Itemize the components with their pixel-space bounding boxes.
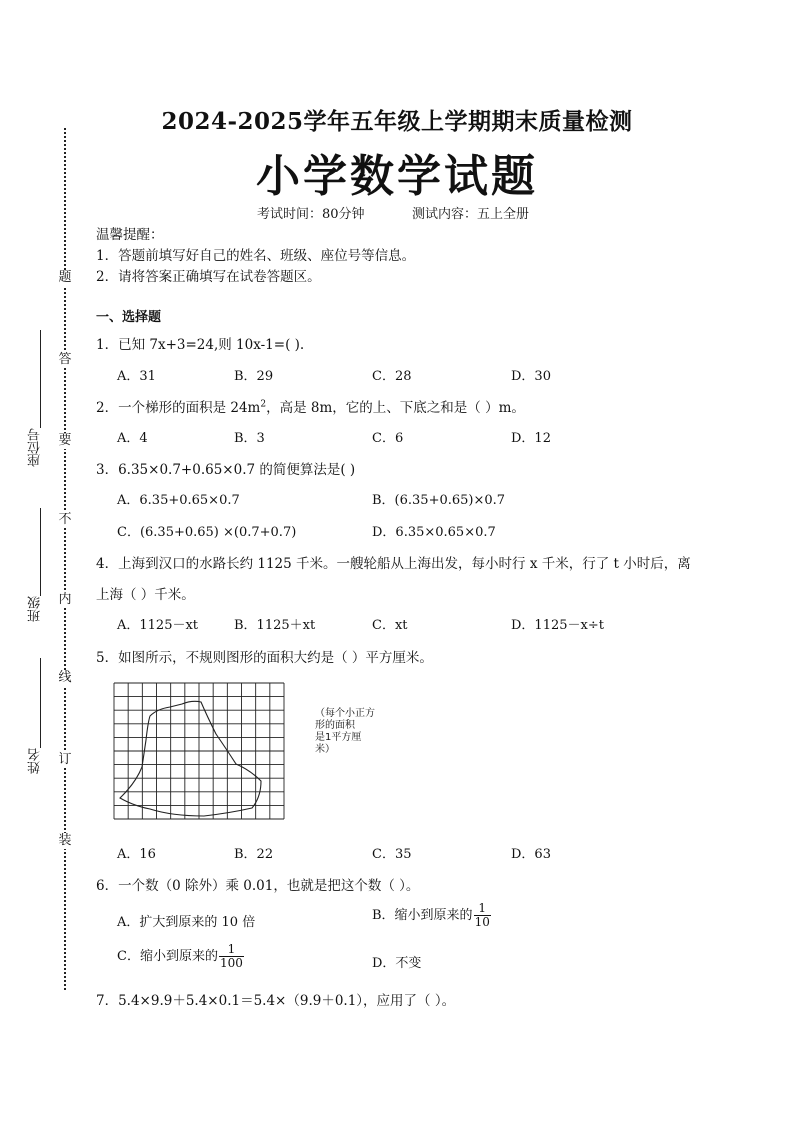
fraction-denominator: 100	[219, 956, 243, 970]
seal-char: 答	[58, 352, 72, 367]
seat-blank[interactable]	[40, 330, 41, 428]
class-blank[interactable]	[40, 508, 41, 596]
seal-char: 订	[58, 752, 72, 767]
option-a[interactable]: A．1125－xt	[117, 618, 199, 633]
option-b[interactable]: B．(6.35+0.65)×0.7	[372, 493, 506, 508]
fraction	[474, 902, 491, 929]
exam-subtitle: 小学数学试题	[256, 151, 538, 202]
figure-note-line: 形的面积	[315, 720, 355, 731]
option-a[interactable]: A．扩大到原来的 10 倍	[117, 915, 256, 930]
seal-char: 线	[58, 670, 72, 685]
option-b-text: B．缩小到原来的	[372, 908, 473, 923]
exam-time: 考试时间：80分钟	[257, 207, 365, 222]
fraction-numerator: 1	[474, 902, 491, 916]
section-title: 一、选择题	[96, 310, 162, 325]
seal-char: 装	[58, 833, 72, 848]
option-a[interactable]: A．16	[117, 847, 156, 862]
option-c-text: C．缩小到原来的	[117, 949, 218, 964]
option-a[interactable]: A．31	[117, 369, 156, 384]
seal-char: 不	[58, 512, 72, 527]
seal-char: 要	[58, 433, 72, 448]
option-d[interactable]: D．30	[511, 369, 551, 384]
option-c[interactable]: C．35	[372, 847, 412, 862]
question-stem: 4．上海到汉口的水路长约 1125 千米。一艘轮船从上海出发，每小时行 x 千米，行了 t 小时后，离	[96, 556, 691, 572]
option-c[interactable]: C．(6.35+0.65) ×(0.7+0.7)	[117, 525, 297, 540]
name-label: 姓名	[28, 748, 43, 774]
question-stem: 1．已知 7x+3=24,则 10x-1=( ).	[96, 337, 305, 353]
option-b[interactable]: B．3	[234, 431, 265, 446]
option-b[interactable]: B．1125＋xt	[234, 618, 316, 633]
irregular-shape	[120, 701, 261, 816]
figure-note-line: （每个小正方	[315, 708, 375, 719]
fraction-numerator: 1	[219, 943, 244, 957]
notice-item: 1．答题前填写好自己的姓名、班级、座位号等信息。	[96, 248, 416, 264]
irregular-shape-grid-figure	[112, 682, 286, 820]
question-stem: 6．一个数（0 除外）乘 0.01，也就是把这个数（ ）。	[96, 878, 420, 894]
option-c[interactable]: C．6	[372, 431, 404, 446]
binding-dotted-line	[64, 128, 66, 990]
seal-char: 内	[58, 592, 72, 607]
option-b[interactable]: B．29	[234, 369, 274, 384]
option-d[interactable]: D．63	[511, 847, 551, 862]
option-b[interactable]: B．22	[234, 847, 274, 862]
figure-note-line: 米）	[315, 744, 335, 755]
notice-heading: 温馨提醒：	[96, 227, 164, 243]
option-c[interactable]	[117, 943, 244, 970]
fraction-denominator: 10	[474, 915, 490, 929]
question-stem: 5．如图所示，不规则图形的面积大约是（ ）平方厘米。	[96, 650, 433, 666]
superscript: 2	[260, 399, 267, 410]
stem-text: 2．一个梯形的面积是 24m	[96, 400, 261, 416]
seal-char: 题	[58, 270, 72, 285]
seat-label: 座位号	[28, 428, 43, 467]
option-b[interactable]	[372, 902, 491, 929]
option-d[interactable]: D．不变	[372, 956, 422, 971]
fraction	[219, 943, 244, 970]
question-stem	[96, 396, 525, 416]
question-stem-cont: 上海（ ）千米。	[96, 587, 195, 603]
option-a[interactable]: A．4	[117, 431, 148, 446]
exam-content: 测试内容：五上全册	[412, 207, 530, 222]
figure-note	[315, 708, 375, 756]
option-a[interactable]: A．6.35+0.65×0.7	[117, 493, 240, 508]
option-c[interactable]: C．xt	[372, 618, 408, 633]
option-d[interactable]: D．12	[511, 431, 551, 446]
figure-note-line: 是1平方厘	[315, 732, 362, 743]
option-c[interactable]: C．28	[372, 369, 412, 384]
class-label: 班级	[28, 596, 43, 622]
question-stem: 7．5.4×9.9＋5.4×0.1＝5.4×（9.9＋0.1），应用了（ ）。	[96, 993, 456, 1009]
option-d[interactable]: D．1125－x÷t	[511, 618, 604, 633]
stem-text: ，高是 8m，它的上、下底之和是（ ）m。	[266, 400, 525, 416]
exam-title: 2024-2025学年五年级上学期期末质量检测	[161, 108, 633, 135]
name-blank[interactable]	[40, 658, 41, 748]
notice-item: 2．请将答案正确填写在试卷答题区。	[96, 269, 321, 285]
question-stem: 3．6.35×0.7+0.65×0.7 的简便算法是( )	[96, 462, 356, 478]
option-d[interactable]: D．6.35×0.65×0.7	[372, 525, 496, 540]
